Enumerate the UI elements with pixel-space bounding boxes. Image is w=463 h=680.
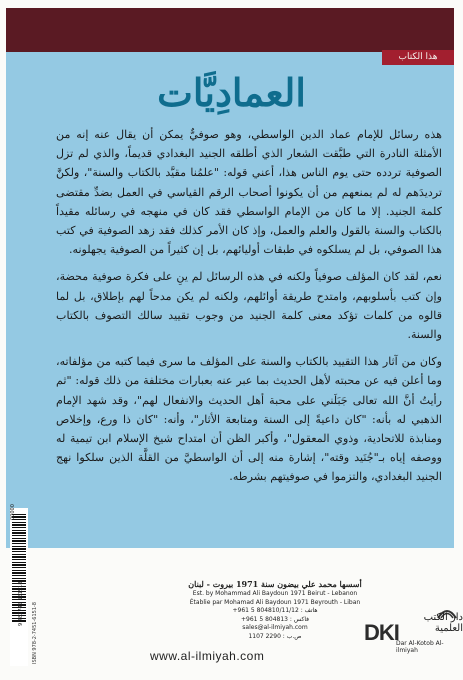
publisher-website[interactable]: www.al-ilmiyah.com <box>150 649 265 663</box>
barcode-digits: 9 782745 161518 <box>18 581 24 626</box>
blurb-text <box>56 125 442 495</box>
publisher-name-ar: دار الكتب العلمية <box>423 612 463 634</box>
blurb-paragraph: هذه رسائل للإمام عماد الدين الواسطي، وهو صوفيٌّ يمكن أن يقال عنه إنه من الأمثلة النادرة التي طبَّقت الشعار الذي أطلقه الجنيد البغدادي قديماً، والذي لم تزل الصوفية تردده حتى يوم الناس هذا، أعني قوله: "علمُنا مقيَّد بالكتاب والسنة"، ولكنَّ ترديدَهم له لم يمنعهم من أن يكونوا أصحاب الرقم القياسي في العمل بضدِّ مقتضى كلمة الجنيد. إلا ما كان من الإمام الواسطي فقد كان في منهجه في رسائله مقيداً بالكتاب والسنة بالقول والعلم والعمل، وإذ كان الأمر كذلك فقد زهد الصوفية في كتب هذا الصوفي، بل لم يسلكوه في طبقات أوليائهم، بل إن كثيراً من الصوفية يجهلونه. <box>56 128 442 257</box>
publisher-founded-ar: أسسها محمد علي بيضون سنة 1971 بيروت - لبنان <box>188 579 362 589</box>
isbn-text: ISBN 978-2-7451-6151-8 <box>32 602 38 664</box>
blurb-paragraph: نعم، لقد كان المؤلف صوفياً ولكنه في هذه الرسائل لم ينِ على فكرة صوفية محضة، وإن كتب بأسلوبهم، وامتدح طريقة أوائلهم، ولكنه لم يكن مدحاً لهم بإطلاق، بل لما قالوه من كلمات تؤكد معنى كلمة الجنيد من وجوب تقييد سالك التصوف بالكتاب والسنة. <box>56 270 442 342</box>
publisher-email: sales@al-ilmiyah.com <box>242 624 308 631</box>
publisher-phone: +961 5 804810/11/12 : هاتف <box>232 607 318 614</box>
blurb-paragraph: وكان من آثار هذا التقييد بالكتاب والسنة على المؤلف ما سرى فيما كتبه من مؤلفاته، وما أعلن فيه عن محبته لأهل الحديث بما عبر عنه بعبارات مختلفة من ذلك قوله: "ثم رأيتُ أنَّ الله تعالى جَبَلَني على محبة أهل الحديث والانفعال لهم"، وقد شهد الإمام الذهبي له بأنه: "كان داعيةً إلى السنة ومتابعة الأثار"، وأنه: "كان ذا ورع، وإخلاص ومنابذة للاتحادية، وذوي المعقول"، وأكبر الظن أن امتداح شيخ الإسلام ابن تيمية له ووصفه إياه بـ"جُنَيد وقته"، إشارة منه إلى أن الواسطيَّ من القلَّة الذين سلكوا نهج الجنيد البغدادي، والتزموا في صوفيتهم بشرطه. <box>56 355 442 484</box>
series-tag: هذا الكتاب <box>382 50 454 65</box>
price-code: 00000 <box>10 504 16 520</box>
publisher-founded-en: Est. by Mohammad Ali Baydoun 1971 Beirut - Lebanon <box>192 590 358 597</box>
top-maroon-band <box>6 8 454 52</box>
barcode-label <box>10 508 28 666</box>
publisher-name-en: Dar Al-Kotob Al-ilmiyah <box>396 640 444 654</box>
publisher-info <box>180 578 370 641</box>
publisher-founded-fr: Établie par Mohamad Ali Baydoun 1971 Beyrouth - Liban <box>189 598 361 606</box>
publisher-fax: +961 5 804813 : فاكس <box>240 615 310 623</box>
book-title: العمادِيَّات <box>157 70 306 115</box>
publisher-pobox: 1107 2290 : ص.ب <box>248 632 302 640</box>
publisher-logo-dki: DKI <box>364 620 399 645</box>
